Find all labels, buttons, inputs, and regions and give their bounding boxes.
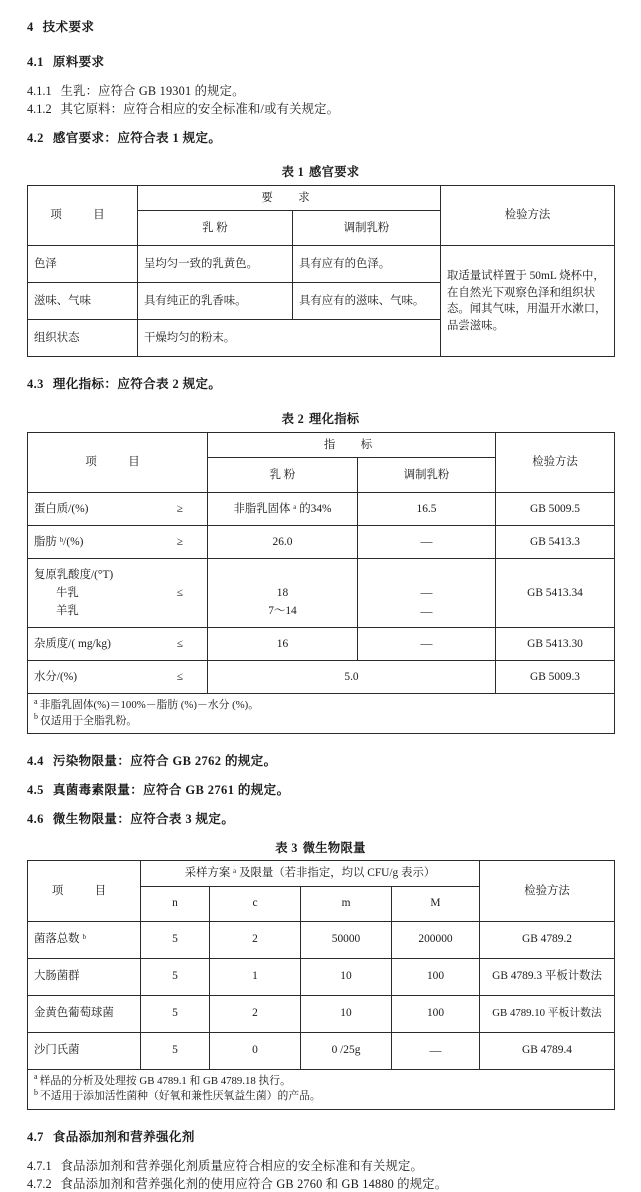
table3-row1-c: 1 <box>210 958 301 995</box>
table1-row1-milk: 具有纯正的乳香味。 <box>138 283 293 320</box>
table2-row4-comparator: ≤ <box>176 670 183 683</box>
table2-row0-milk: 非脂乳固体 ᵃ 的34% <box>208 493 358 526</box>
table2-row4-span-value: 5.0 <box>208 661 496 694</box>
clause-471-number: 4.7.1 <box>27 1158 52 1173</box>
table1-header-formulated-milk-powder: 调制乳粉 <box>293 211 441 246</box>
table2-header-method: 检验方法 <box>496 432 615 493</box>
clause-472-paragraph <box>27 1178 614 1192</box>
table3-row2-n: 5 <box>141 995 210 1032</box>
table2-footnote-b-text: 仅适用于全脂乳粉。 <box>40 714 138 727</box>
table3-header-c: c <box>210 886 301 921</box>
clause-4-number: 4 <box>27 20 34 34</box>
table2-header-formulated-milk-powder: 调制乳粉 <box>358 458 496 493</box>
table1-row1-formulated: 具有应有的滋味、气味。 <box>293 283 441 320</box>
table3-row3-c: 0 <box>210 1032 301 1069</box>
table2-row2-sub1-comparator: ≤ <box>176 587 183 599</box>
table3-row1-method: GB 4789.3 平板计数法 <box>480 958 615 995</box>
table2-row2-sub1-milk: 18 <box>276 587 289 599</box>
table2-row2-item-cell <box>28 559 208 628</box>
table2-footnotes <box>28 694 615 734</box>
table1-row0-item: 色泽 <box>28 246 138 283</box>
table-row <box>28 246 615 283</box>
table-row <box>28 921 615 958</box>
table2-row3-item: 杂质度/( mg/kg) <box>34 637 111 650</box>
clause-4-title: 技术要求 <box>42 20 95 34</box>
table2-row3-method: GB 5413.30 <box>496 628 615 661</box>
table3-row3-item: 沙门氏菌 <box>28 1032 141 1069</box>
table3-footnote-b <box>34 1089 608 1105</box>
table-row <box>28 526 615 559</box>
table2-footnote-a-mark: a <box>34 696 38 706</box>
table-row <box>28 958 615 995</box>
spacer <box>27 357 614 378</box>
clause-411-paragraph <box>27 85 614 99</box>
clause-47-number: 4.7 <box>27 1129 44 1144</box>
table3-row2-m: 10 <box>301 995 392 1032</box>
table1-caption-title: 感官要求 <box>309 165 360 180</box>
table2-row4-item: 水分/(%) <box>34 670 78 683</box>
table2-footnote-row <box>28 694 615 734</box>
top-spacer <box>27 0 614 21</box>
table2-caption-number: 表 2 <box>281 412 305 427</box>
table2-row0-comparator: ≥ <box>176 502 183 515</box>
table2-row2-item: 复原乳酸度/(°T) <box>34 568 114 581</box>
table2-row2-sub2-milk: 7～14 <box>268 605 297 618</box>
table2-row0-item: 蛋白质/(%) <box>34 502 89 515</box>
table3-row2-method: GB 4789.10 平板计数法 <box>480 995 615 1032</box>
spacer <box>27 392 614 413</box>
table3-header-method: 检验方法 <box>480 861 615 922</box>
table3-header-sampling: 采样方案 ᵃ 及限量（若非指定，均以 CFU/g 表示） <box>141 861 480 887</box>
clause-411-number: 4.1.1 <box>27 83 52 98</box>
spacer <box>27 35 614 56</box>
spacer <box>27 734 614 755</box>
table3-row3-M: — <box>392 1032 480 1069</box>
table3-caption <box>27 842 614 856</box>
table2-caption <box>27 413 614 427</box>
table2-row2-sub2-formulated: — <box>420 604 433 619</box>
table2-caption-title: 理化指标 <box>309 412 360 427</box>
clause-45-number: 4.5 <box>27 783 44 798</box>
spacer <box>27 1110 614 1131</box>
spacer <box>27 70 614 85</box>
table3-footnote-a-text: 样品的分析及处理按 GB 4789.1 和 GB 4789.18 执行。 <box>39 1074 291 1087</box>
table1-method-text: 取适量试样置于 50mL 烧杯中，在自然光下观察色泽和组织状态。闻其气味，用温开水漱口，品尝滋味。 <box>441 246 615 357</box>
spacer <box>27 117 614 132</box>
table2-row2-method: GB 5413.34 <box>496 559 615 628</box>
table2-row1-comparator: ≥ <box>176 535 183 548</box>
clause-42-title: 感官要求：应符合表 1 规定。 <box>52 130 222 145</box>
table3-row0-c: 2 <box>210 921 301 958</box>
table1-row1-item: 滋味、气味 <box>28 283 138 320</box>
table1-header-milk-powder: 乳 粉 <box>138 211 293 246</box>
clause-411-text: 生乳：应符合 GB 19301 的规定。 <box>60 83 245 98</box>
table1-header-row-1 <box>28 185 615 211</box>
clause-41-number: 4.1 <box>27 54 44 69</box>
table1-header-item: 项 目 <box>28 185 138 246</box>
table1-header-method: 检验方法 <box>441 185 615 246</box>
table3-caption-title: 微生物限量 <box>302 840 366 855</box>
table2-row1-formulated: — <box>358 526 496 559</box>
clause-45-title: 真菌毒素限量：应符合 GB 2761 的规定。 <box>52 783 290 798</box>
table3-row0-n: 5 <box>141 921 210 958</box>
table2-row1-item-cell <box>28 526 208 559</box>
clause-41-title: 原料要求 <box>52 54 105 69</box>
table1-header-requirement: 要 求 <box>138 185 441 211</box>
table3-footnote-row <box>28 1069 615 1109</box>
table1-row2-item: 组织状态 <box>28 320 138 357</box>
table-row <box>28 493 615 526</box>
table3-footnote-b-mark: b <box>34 1087 38 1097</box>
table1-row0-milk: 呈均匀一致的乳黄色。 <box>138 246 293 283</box>
table3-header-M: M <box>392 886 480 921</box>
table2-row1-item: 脂肪 ᵇ/(%) <box>34 535 84 548</box>
clause-4-heading <box>27 21 614 35</box>
table2-row4-method: GB 5009.3 <box>496 661 615 694</box>
clause-471-paragraph <box>27 1160 614 1174</box>
clause-47-title: 食品添加剂和营养强化剂 <box>52 1129 195 1144</box>
clause-43-title: 理化指标：应符合表 2 规定。 <box>52 377 222 392</box>
table3-row1-item: 大肠菌群 <box>28 958 141 995</box>
table-microbiological-limits <box>27 860 615 1110</box>
table3-row1-m: 10 <box>301 958 392 995</box>
table3-row3-m: 0 /25g <box>301 1032 392 1069</box>
clause-472-text: 食品添加剂和营养强化剂的使用应符合 GB 2760 和 GB 14880 的规定。 <box>60 1177 448 1192</box>
table3-header-item: 项 目 <box>28 861 141 922</box>
table2-header-item: 项 目 <box>28 432 208 493</box>
clause-472-number: 4.7.2 <box>27 1177 52 1192</box>
table3-row2-M: 100 <box>392 995 480 1032</box>
clause-46-number: 4.6 <box>27 811 44 826</box>
spacer <box>27 798 614 813</box>
table2-row3-item-cell <box>28 628 208 661</box>
clause-42-heading <box>27 132 614 146</box>
table3-row1-M: 100 <box>392 958 480 995</box>
table1-row2-milk: 干燥均匀的粉末。 <box>138 320 441 357</box>
table3-footnote-a <box>34 1074 608 1090</box>
spacer <box>27 769 614 784</box>
table2-row2-formulated-cell <box>358 559 496 628</box>
clause-43-number: 4.3 <box>27 377 44 392</box>
table-sensory-requirements <box>27 185 615 358</box>
clause-43-heading <box>27 378 614 392</box>
clause-41-heading <box>27 56 614 70</box>
spacer <box>27 145 614 166</box>
table-row <box>28 559 615 628</box>
table1-row0-formulated: 具有应有的色泽。 <box>293 246 441 283</box>
table2-row2-sub2: 羊乳 <box>56 605 79 618</box>
table2-row4-item-cell <box>28 661 208 694</box>
table3-row3-method: GB 4789.4 <box>480 1032 615 1069</box>
table3-row0-M: 200000 <box>392 921 480 958</box>
spacer <box>27 827 614 842</box>
table-row <box>28 1032 615 1069</box>
table3-row2-c: 2 <box>210 995 301 1032</box>
table-row <box>28 628 615 661</box>
table3-header-row-1 <box>28 861 615 887</box>
table2-row2-milk-cell <box>208 559 358 628</box>
table-physicochemical-index <box>27 432 615 735</box>
table2-footnote-b-mark: b <box>34 712 38 722</box>
table2-row3-formulated: — <box>358 628 496 661</box>
table3-row2-item: 金黄色葡萄球菌 <box>28 995 141 1032</box>
table2-row2-sub1-formulated: — <box>420 585 433 600</box>
table2-row0-method: GB 5009.5 <box>496 493 615 526</box>
table2-row2-sub1: 牛乳 <box>56 587 79 599</box>
table3-row3-n: 5 <box>141 1032 210 1069</box>
clause-471-text: 食品添加剂和营养强化剂质量应符合相应的安全标准和有关规定。 <box>60 1158 424 1173</box>
table3-header-m: m <box>301 886 392 921</box>
clause-44-title: 污染物限量：应符合 GB 2762 的规定。 <box>52 754 277 769</box>
table2-header-index: 指 标 <box>208 432 496 458</box>
table3-header-n: n <box>141 886 210 921</box>
clause-45-heading <box>27 784 614 798</box>
clause-412-number: 4.1.2 <box>27 102 52 117</box>
clause-44-number: 4.4 <box>27 754 44 769</box>
table2-row0-item-cell <box>28 493 208 526</box>
clause-47-heading <box>27 1131 614 1145</box>
table3-footnote-a-mark: a <box>34 1072 38 1082</box>
clause-46-heading <box>27 813 614 827</box>
table2-row3-milk: 16 <box>208 628 358 661</box>
table-row <box>28 995 615 1032</box>
spacer <box>27 1145 614 1160</box>
table2-row0-formulated: 16.5 <box>358 493 496 526</box>
table2-footnote-b <box>34 714 608 730</box>
clause-412-text: 其它原料：应符合相应的安全标准和/或有关规定。 <box>60 102 340 117</box>
clause-44-heading <box>27 755 614 769</box>
table3-row1-n: 5 <box>141 958 210 995</box>
clause-46-title: 微生物限量：应符合表 3 规定。 <box>52 811 235 826</box>
table2-header-milk-powder: 乳 粉 <box>208 458 358 493</box>
table2-header-row-1 <box>28 432 615 458</box>
table-row <box>28 661 615 694</box>
table3-footnotes <box>28 1069 615 1109</box>
table2-row1-milk: 26.0 <box>208 526 358 559</box>
clause-42-number: 4.2 <box>27 130 44 145</box>
table3-row0-method: GB 4789.2 <box>480 921 615 958</box>
table1-caption-number: 表 1 <box>281 165 305 180</box>
table3-footnote-b-text: 不适用于添加活性菌种（好氧和兼性厌氧益生菌）的产品。 <box>40 1090 321 1103</box>
table2-row3-comparator: ≤ <box>176 637 183 650</box>
table1-caption <box>27 166 614 180</box>
clause-412-paragraph <box>27 103 614 117</box>
table3-row0-m: 50000 <box>301 921 392 958</box>
table3-caption-number: 表 3 <box>275 840 298 855</box>
table2-footnote-a-text: 非脂乳固体(%)＝100%－脂肪 (%)－水分 (%)。 <box>39 699 260 712</box>
table3-row0-item: 菌落总数 ᵇ <box>28 921 141 958</box>
table2-row1-method: GB 5413.3 <box>496 526 615 559</box>
table2-footnote-a <box>34 698 608 714</box>
